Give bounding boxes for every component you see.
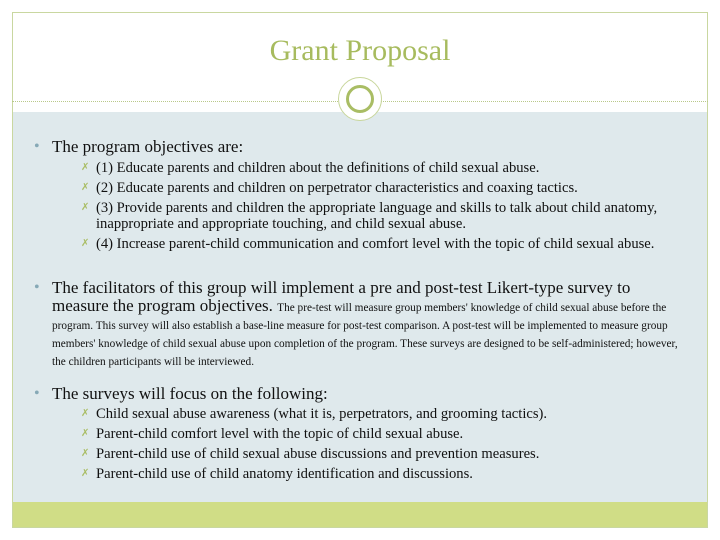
- sub-bullet-text: (4) Increase parent-child communication and comfort level with the topic of child sexual abuse.: [96, 236, 655, 252]
- sub-bullet-icon: ✗: [81, 428, 90, 439]
- circle-ornament-icon: [338, 77, 382, 121]
- bullet-icon: •: [34, 279, 40, 296]
- bullet-program-objectives: [34, 137, 689, 156]
- slide-content: [34, 137, 689, 482]
- bullet-icon: •: [34, 385, 40, 402]
- sub-bullet-focus-3: [34, 446, 689, 462]
- bullet-survey-focus: [34, 384, 689, 403]
- sub-bullet-text: Child sexual abuse awareness (what it is, perpetrators, and grooming tactics).: [96, 406, 548, 422]
- bullet-text: The surveys will focus on the following:: [52, 384, 328, 403]
- sub-bullet-objective-2: [34, 180, 689, 196]
- bullet-text: The facilitators of this group will implement a pre and post-test Likert-type survey to measure the program objectives.: [52, 278, 631, 315]
- bullet-text: The program objectives are:: [52, 137, 244, 156]
- sub-bullet-icon: ✗: [81, 162, 90, 173]
- sub-bullet-icon: ✗: [81, 408, 90, 419]
- bullet-icon: •: [34, 138, 40, 155]
- sub-bullet-icon: ✗: [81, 202, 90, 213]
- sub-bullet-focus-4: [34, 466, 689, 482]
- sub-bullet-icon: ✗: [81, 468, 90, 479]
- sub-bullet-text: (3) Provide parents and children the appropriate language and skills to talk about child anatomy, inappropriate and appropriate touching, and child sexual abuse.: [96, 200, 658, 232]
- sub-bullet-icon: ✗: [81, 182, 90, 193]
- sub-bullet-text: (2) Educate parents and children on perpetrator characteristics and coaxing tactics.: [96, 180, 578, 196]
- sub-bullet-text: (1) Educate parents and children about the definitions of child sexual abuse.: [96, 160, 540, 176]
- sub-bullet-icon: ✗: [81, 238, 90, 249]
- bullet-detail-text: The pre-test will measure group members' knowledge of child sexual abuse before the program. This survey will also establish a base-line measure for post-test comparison. A post-test will be implemented to measure group members' knowledge of child sexual abuse upon completion of the program. These surveys are designed to be self-administered; however, the children participants will be interviewed.: [52, 302, 678, 368]
- sub-bullet-text: Parent-child use of child anatomy identification and discussions.: [96, 466, 473, 482]
- circle-ornament-inner-ring: [346, 85, 374, 113]
- sub-bullet-focus-1: [34, 406, 689, 422]
- sub-bullet-focus-2: [34, 426, 689, 442]
- sub-bullet-text: Parent-child comfort level with the topic of child sexual abuse.: [96, 426, 464, 442]
- sub-bullet-objective-1: [34, 160, 689, 176]
- sub-bullet-objective-3: [34, 200, 689, 232]
- slide-title: Grant Proposal: [269, 34, 451, 67]
- sub-bullet-objective-4: [34, 236, 689, 252]
- bullet-facilitators-survey: [34, 279, 689, 369]
- sub-bullet-text: Parent-child use of child sexual abuse discussions and prevention measures.: [96, 446, 540, 462]
- footer-bar: [13, 502, 707, 527]
- sub-bullet-icon: ✗: [81, 448, 90, 459]
